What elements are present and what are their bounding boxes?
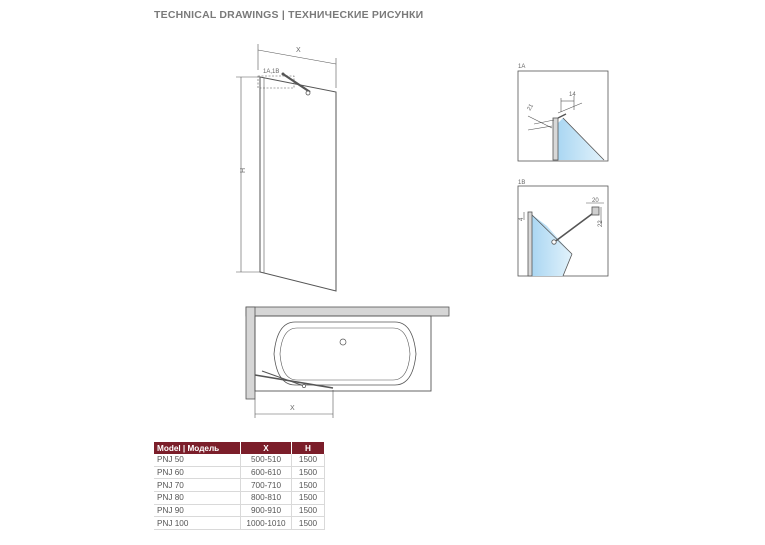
cell-h: 1500: [292, 479, 325, 492]
stabilizer-top: [262, 371, 304, 386]
cell-x: 700-710: [241, 479, 292, 492]
page-title: TECHNICAL DRAWINGS | ТЕХНИЧЕСКИЕ РИСУНКИ: [154, 9, 424, 21]
bathtub-inner: [280, 328, 410, 380]
glass-panel-outline: [260, 77, 336, 291]
table-row: [154, 517, 325, 530]
detail-1a-dim-21: 21: [526, 103, 536, 112]
cell-x: 900-910: [241, 504, 292, 517]
cell-h: 1500: [292, 466, 325, 479]
detail-1a-label: 1A: [518, 64, 526, 70]
detail-1b-dim-4: 4: [519, 217, 525, 221]
front-view: [236, 44, 336, 291]
detail-ref-label: 1A,1B: [263, 69, 280, 75]
cell-model: PNJ 80: [154, 492, 241, 505]
table-row: [154, 454, 325, 466]
cell-model: PNJ 70: [154, 479, 241, 492]
top-x-label: X: [290, 405, 295, 412]
header-h: H: [292, 442, 325, 454]
wall-profile-1a: [553, 118, 558, 160]
detail-1b-dim-20: 20: [592, 198, 599, 204]
detail-1b-dim-22: 22: [598, 220, 604, 227]
drain-icon: [340, 339, 346, 345]
detail-1a: [518, 71, 608, 161]
cell-x: 800-810: [241, 492, 292, 505]
cell-model: PNJ 90: [154, 504, 241, 517]
detail-1a-dim-14: 14: [569, 92, 576, 98]
glass-top-view: [255, 375, 333, 388]
spec-table-header: [154, 442, 325, 454]
cell-model: PNJ 100: [154, 517, 241, 530]
cell-x: 500-510: [241, 454, 292, 466]
wall-left: [246, 307, 255, 399]
cell-x: 600-610: [241, 466, 292, 479]
cell-h: 1500: [292, 517, 325, 530]
header-model: Model | Модель: [154, 442, 241, 454]
cell-x: 1000-1010: [241, 517, 292, 530]
top-view-bathtub: [246, 307, 449, 418]
cell-h: 1500: [292, 454, 325, 466]
stabilizer-bar: [283, 74, 310, 92]
spec-table: [154, 442, 325, 530]
table-row: [154, 504, 325, 517]
cell-model: PNJ 50: [154, 454, 241, 466]
detail-1b-label: 1B: [518, 180, 526, 186]
header-x: X: [241, 442, 292, 454]
table-row: [154, 479, 325, 492]
front-h-label: H: [240, 167, 247, 173]
front-x-label: X: [296, 47, 301, 54]
cell-h: 1500: [292, 504, 325, 517]
table-row: [154, 466, 325, 479]
table-row: [154, 492, 325, 505]
wall-back: [246, 307, 449, 316]
cell-h: 1500: [292, 492, 325, 505]
cell-model: PNJ 60: [154, 466, 241, 479]
bathtub-inner-outer: [274, 322, 416, 385]
wall-profile-1b: [528, 212, 532, 276]
